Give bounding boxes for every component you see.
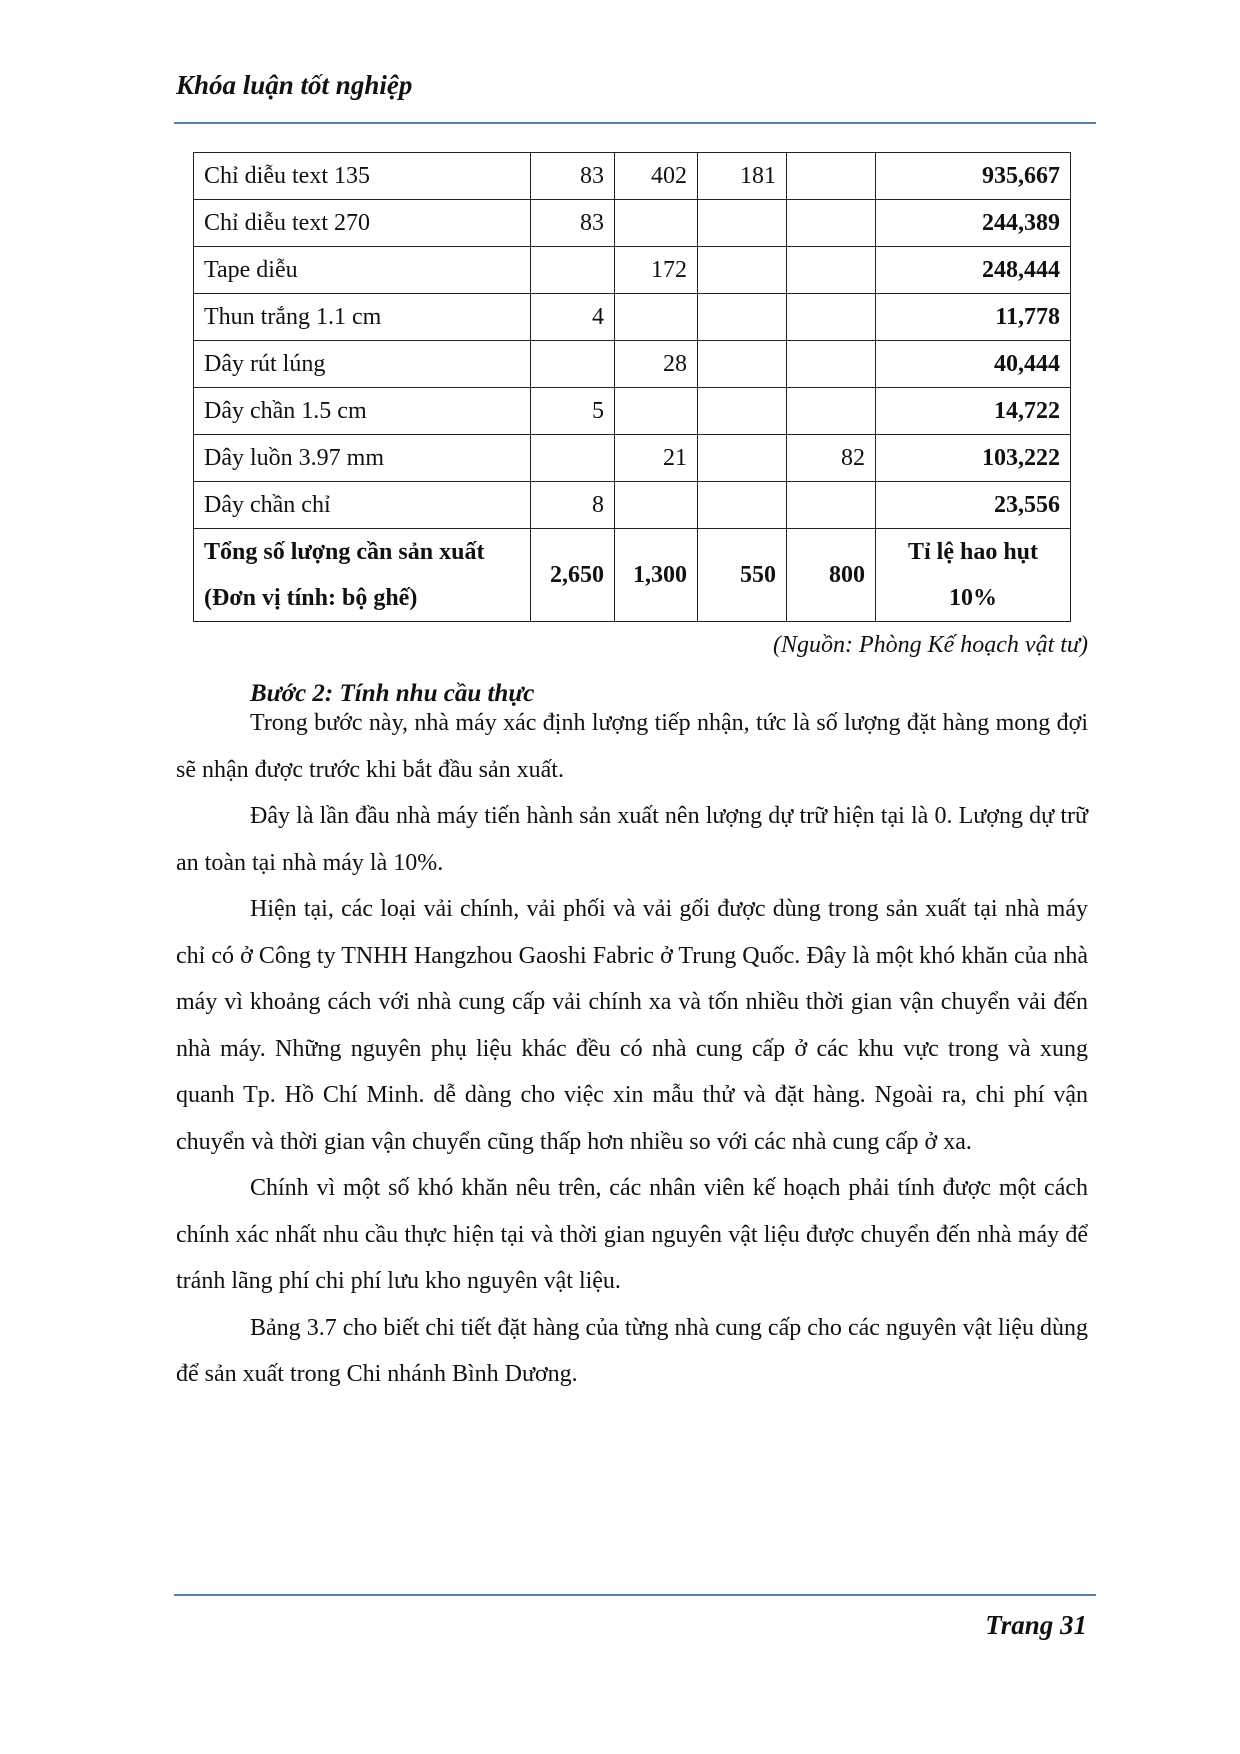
summary-label (194, 529, 531, 622)
table-cell-c4 (787, 153, 876, 200)
table-cell-c3 (698, 482, 787, 529)
paragraph: Hiện tại, các loại vải chính, vải phối và vải gối được dùng trong sản xuất tại nhà máy chỉ có ở Công ty TNHH Hangzhou Gaoshi Fabric ở Trung Quốc. Đây là một khó khăn của nhà máy vì khoảng cách với nhà cung cấp vải chính xa và tốn nhiều thời gian vận chuyển vải đến nhà máy. Những nguyên phụ liệu khác đều có nhà cung cấp ở các khu vực trong và xung quanh Tp. Hồ Chí Minh. dễ dàng cho việc xin mẫu thử và đặt hàng. Ngoài ra, chi phí vận chuyển và thời gian vận chuyển cũng thấp hơn nhiều so với các nhà cung cấp ở xa. (176, 896, 1088, 1155)
table-row (194, 247, 1071, 294)
paragraph: Đây là lần đầu nhà máy tiến hành sản xuất nên lượng dự trữ hiện tại là 0. Lượng dự trữ an toàn tại nhà máy là 10%. (176, 803, 1088, 876)
table-cell-total: 935,667 (876, 153, 1071, 200)
table-cell-c1: 5 (531, 388, 615, 435)
header-title: Khóa luận tốt nghiệp (176, 70, 413, 100)
table-cell-c3 (698, 435, 787, 482)
table-row (194, 482, 1071, 529)
table-cell-c1 (531, 435, 615, 482)
table-cell-c4 (787, 341, 876, 388)
table-cell-c2: 172 (615, 247, 698, 294)
table-cell-c1: 4 (531, 294, 615, 341)
table-cell-c4 (787, 200, 876, 247)
table-summary-row (194, 529, 1071, 622)
footer-rule (174, 1594, 1096, 1596)
table-cell-c2 (615, 388, 698, 435)
paragraph: Trong bước này, nhà máy xác định lượng tiếp nhận, tức là số lượng đặt hàng mong đợi sẽ nhận được trước khi bắt đầu sản xuất. (176, 710, 1088, 783)
table-cell-total: 14,722 (876, 388, 1071, 435)
table-cell-c2 (615, 200, 698, 247)
table-cell-name: Thun trắng 1.1 cm (194, 294, 531, 341)
summary-c3: 550 (698, 529, 787, 622)
table-cell-c4 (787, 247, 876, 294)
table-cell-c1: 8 (531, 482, 615, 529)
table-cell-name: Tape diễu (194, 247, 531, 294)
table-row (194, 435, 1071, 482)
table-row (194, 294, 1071, 341)
table-cell-total: 40,444 (876, 341, 1071, 388)
table-row (194, 341, 1071, 388)
header-rule (174, 122, 1096, 124)
table-row (194, 388, 1071, 435)
table-cell-total: 11,778 (876, 294, 1071, 341)
summary-c4: 800 (787, 529, 876, 622)
summary-label-line1: Tổng số lượng cần sản xuất (204, 539, 485, 565)
table-cell-total: 23,556 (876, 482, 1071, 529)
table-cell-c2: 28 (615, 341, 698, 388)
table-cell-c1: 83 (531, 153, 615, 200)
table-cell-c4 (787, 482, 876, 529)
table-cell-c3 (698, 247, 787, 294)
table-cell-name: Chỉ diễu text 135 (194, 153, 531, 200)
summary-total-line2: 10% (949, 585, 997, 611)
step-heading: Bước 2: Tính nhu cầu thực (250, 680, 535, 707)
summary-c2: 1,300 (615, 529, 698, 622)
summary-label-line2: (Đơn vị tính: bộ ghế) (204, 585, 418, 611)
paragraph: Chính vì một số khó khăn nêu trên, các nhân viên kế hoạch phải tính được một cách chính xác nhất nhu cầu thực hiện tại và thời gian nguyên vật liệu được chuyển đến nhà máy để tránh lãng phí chi phí lưu kho nguyên vật liệu. (176, 1175, 1088, 1294)
table-cell-c3 (698, 388, 787, 435)
table-cell-c4 (787, 388, 876, 435)
summary-total (876, 529, 1071, 622)
page-number: Trang 31 (985, 1610, 1087, 1640)
table-cell-total: 244,389 (876, 200, 1071, 247)
summary-c1: 2,650 (531, 529, 615, 622)
table-cell-total: 248,444 (876, 247, 1071, 294)
paragraph: Bảng 3.7 cho biết chi tiết đặt hàng của từng nhà cung cấp cho các nguyên vật liệu dùng để sản xuất trong Chi nhánh Bình Dương. (176, 1314, 1088, 1387)
materials-table-body (194, 153, 1071, 622)
table-cell-c2 (615, 294, 698, 341)
table-cell-c3: 181 (698, 153, 787, 200)
table-cell-name: Dây chần 1.5 cm (194, 388, 531, 435)
materials-table (193, 152, 1071, 622)
table-cell-c1 (531, 341, 615, 388)
table-cell-name: Chỉ diễu text 270 (194, 200, 531, 247)
table-cell-c3 (698, 341, 787, 388)
table-cell-c1 (531, 247, 615, 294)
source-note: (Nguồn: Phòng Kế hoạch vật tư) (772, 632, 1088, 658)
table-row (194, 200, 1071, 247)
table-row (194, 153, 1071, 200)
table-cell-c2 (615, 482, 698, 529)
table-cell-c3 (698, 200, 787, 247)
table-cell-c2: 402 (615, 153, 698, 200)
summary-total-line1: Tỉ lệ hao hụt (907, 539, 1039, 565)
table-cell-name: Dây chần chỉ (194, 482, 531, 529)
table-cell-c3 (698, 294, 787, 341)
table-cell-total: 103,222 (876, 435, 1071, 482)
table-cell-c1: 83 (531, 200, 615, 247)
table-cell-name: Dây luồn 3.97 mm (194, 435, 531, 482)
table-cell-c4: 82 (787, 435, 876, 482)
table-cell-c4 (787, 294, 876, 341)
body-text (176, 700, 1088, 1398)
table-cell-c2: 21 (615, 435, 698, 482)
table-cell-name: Dây rút lúng (194, 341, 531, 388)
